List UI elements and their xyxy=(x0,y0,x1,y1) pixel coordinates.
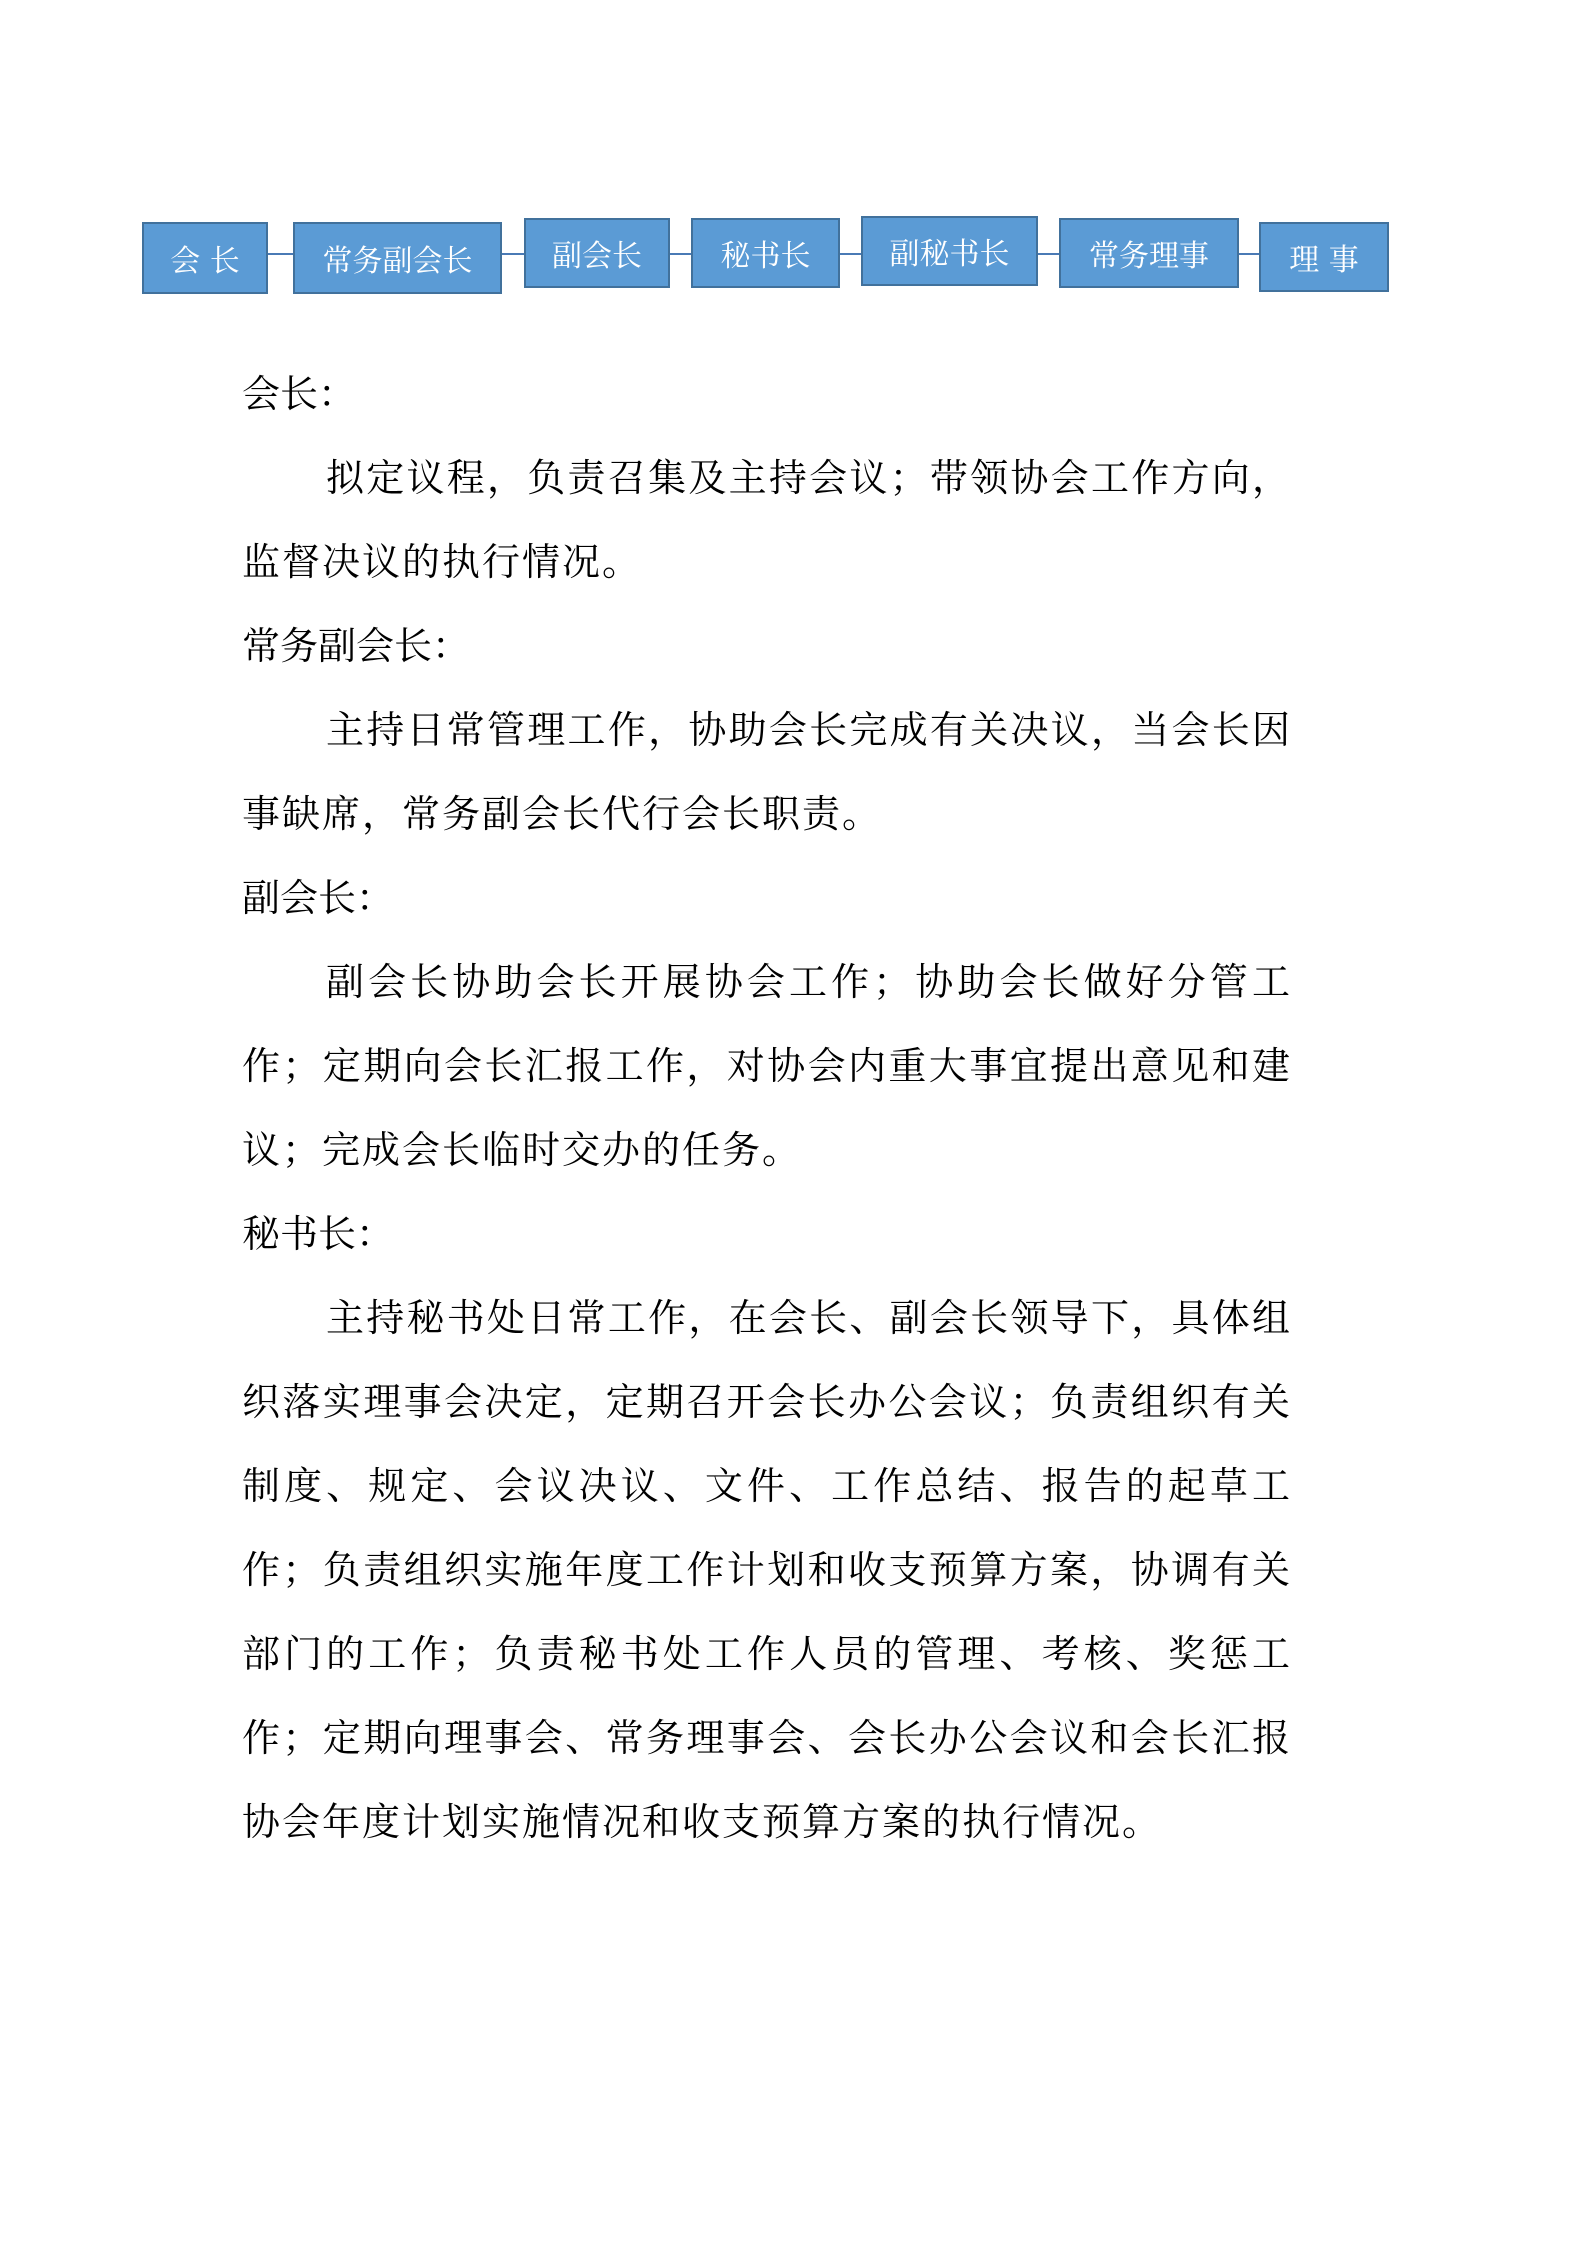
document-body xyxy=(242,352,1292,1864)
org-box-director: 理 事 xyxy=(1259,222,1389,292)
section-secretary-general xyxy=(242,1192,1292,1864)
org-box-executive-vice-president: 常务副会长 xyxy=(293,222,502,294)
org-box-president: 会 长 xyxy=(142,222,268,294)
role-heading: 会长： xyxy=(242,372,357,416)
section-president xyxy=(242,352,1292,604)
org-box-vice-president: 副会长 xyxy=(524,218,670,288)
org-box-executive-director: 常务理事 xyxy=(1059,218,1239,288)
role-description: 主持日常管理工作，协助会长完成有关决议，当会长因事缺席，常务副会长代行会长职责。 xyxy=(242,708,1292,836)
role-description: 副会长协助会长开展协会工作；协助会长做好分管工作；定期向会长汇报工作，对协会内重大事宜提出意见和建议；完成会长临时交办的任务。 xyxy=(242,960,1292,1172)
role-heading: 常务副会长： xyxy=(242,624,471,668)
role-description: 拟定议程，负责召集及主持会议；带领协会工作方向，监督决议的执行情况。 xyxy=(242,456,1292,584)
org-chart xyxy=(0,0,1587,320)
org-box-secretary-general: 秘书长 xyxy=(691,218,840,288)
section-vice-president xyxy=(242,856,1292,1192)
role-description: 主持秘书处日常工作，在会长、副会长领导下，具体组织落实理事会决定，定期召开会长办公会议；负责组织有关制度、规定、会议决议、文件、工作总结、报告的起草工作；负责组织实施年度工作计划和收支预算方案，协调有关部门的工作；负责秘书处工作人员的管理、考核、奖惩工作；定期向理事会、常务理事会、会长办公会议和会长汇报协会年度计划实施情况和收支预算方案的执行情况。 xyxy=(242,1296,1292,1844)
role-heading: 秘书长： xyxy=(242,1212,395,1256)
role-heading: 副会长： xyxy=(242,876,395,920)
section-executive-vice-president xyxy=(242,604,1292,856)
org-box-deputy-secretary-general: 副秘书长 xyxy=(861,216,1038,286)
